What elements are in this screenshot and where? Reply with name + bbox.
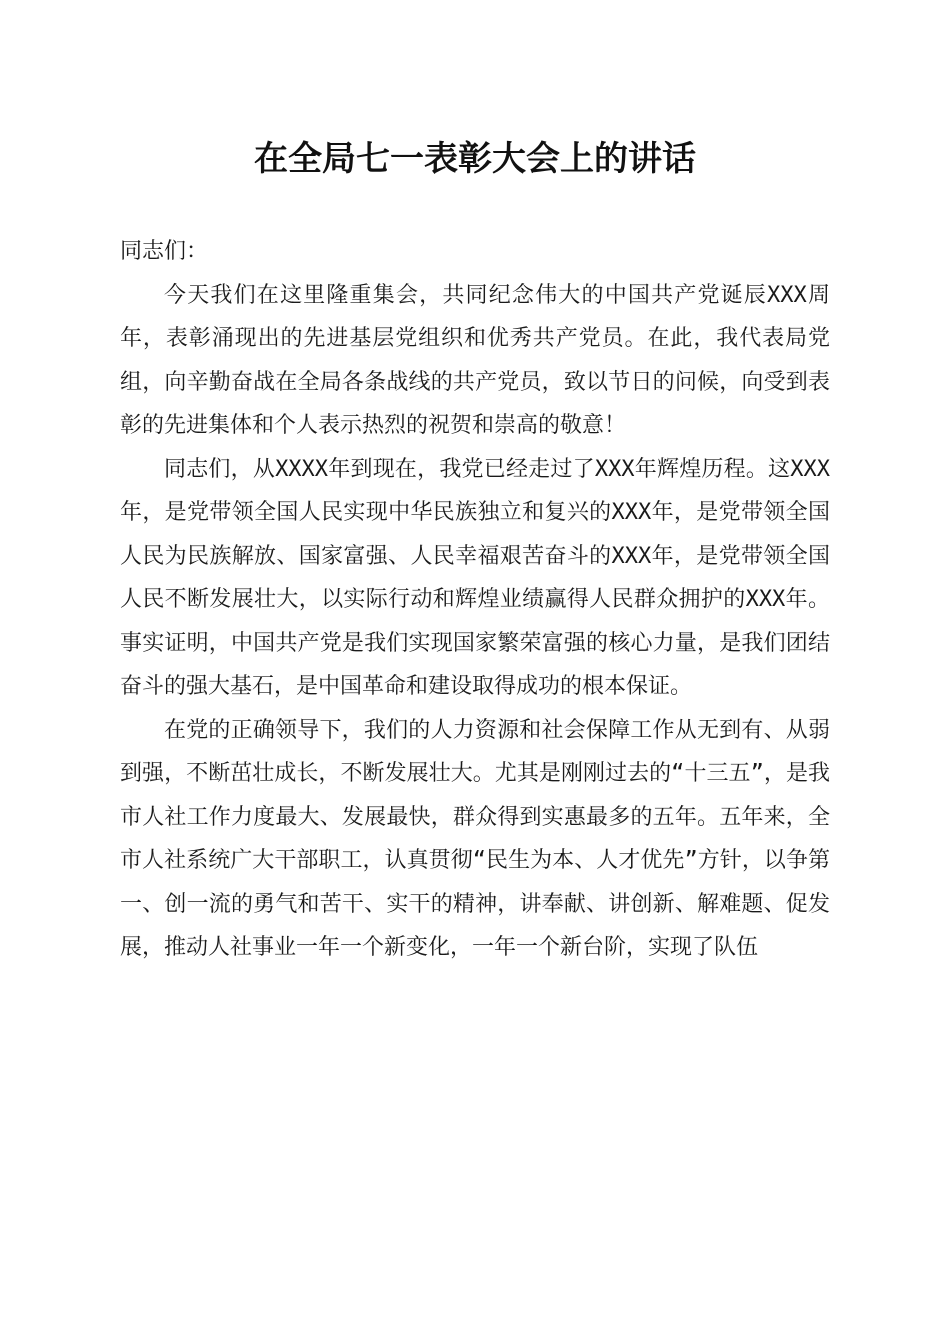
paragraph-2: 同志们，从XXXX年到现在，我党已经走过了XXX年辉煌历程。这XXX年，是党带领全国人民实现中华民族独立和复兴的XXX年，是党带领全国人民为民族解放、国家富强、人民幸福艰苦奋斗的XXX年，是党带领全国人民不断发展壮大，以实际行动和辉煌业绩赢得人民群众拥护的XXX年。事实证明，中国共产党是我们实现国家繁荣富强的核心力量，是我们团结奋斗的强大基石，是中国革命和建设取得成功的根本保证。 — [120, 456, 830, 699]
document-title: 在全局七一表彰大会上的讲话 — [254, 139, 696, 179]
document-body — [120, 230, 830, 970]
paragraph-3: 在党的正确领导下，我们的人力资源和社会保障工作从无到有、从弱到强，不断茁壮成长，不断发展壮大。尤其是刚刚过去的“十三五”，是我市人社工作力度最大、发展最快，群众得到实惠最多的五年。五年来，全市人社系统广大干部职工，认真贯彻“民生为本、人才优先”方针，以争第一、创一流的勇气和苦干、实干的精神，讲奉献、讲创新、解难题、促发展，推动人社事业一年一个新变化，一年一个新台阶，实现了队伍 — [120, 717, 830, 960]
paragraph-1: 今天我们在这里隆重集会，共同纪念伟大的中国共产党诞辰XXX周年，表彰涌现出的先进基层党组织和优秀共产党员。在此，我代表局党组，向辛勤奋战在全局各条战线的共产党员，致以节日的问候，向受到表彰的先进集体和个人表示热烈的祝贺和崇高的敬意！ — [120, 282, 830, 438]
salutation: 同志们： — [120, 239, 209, 264]
